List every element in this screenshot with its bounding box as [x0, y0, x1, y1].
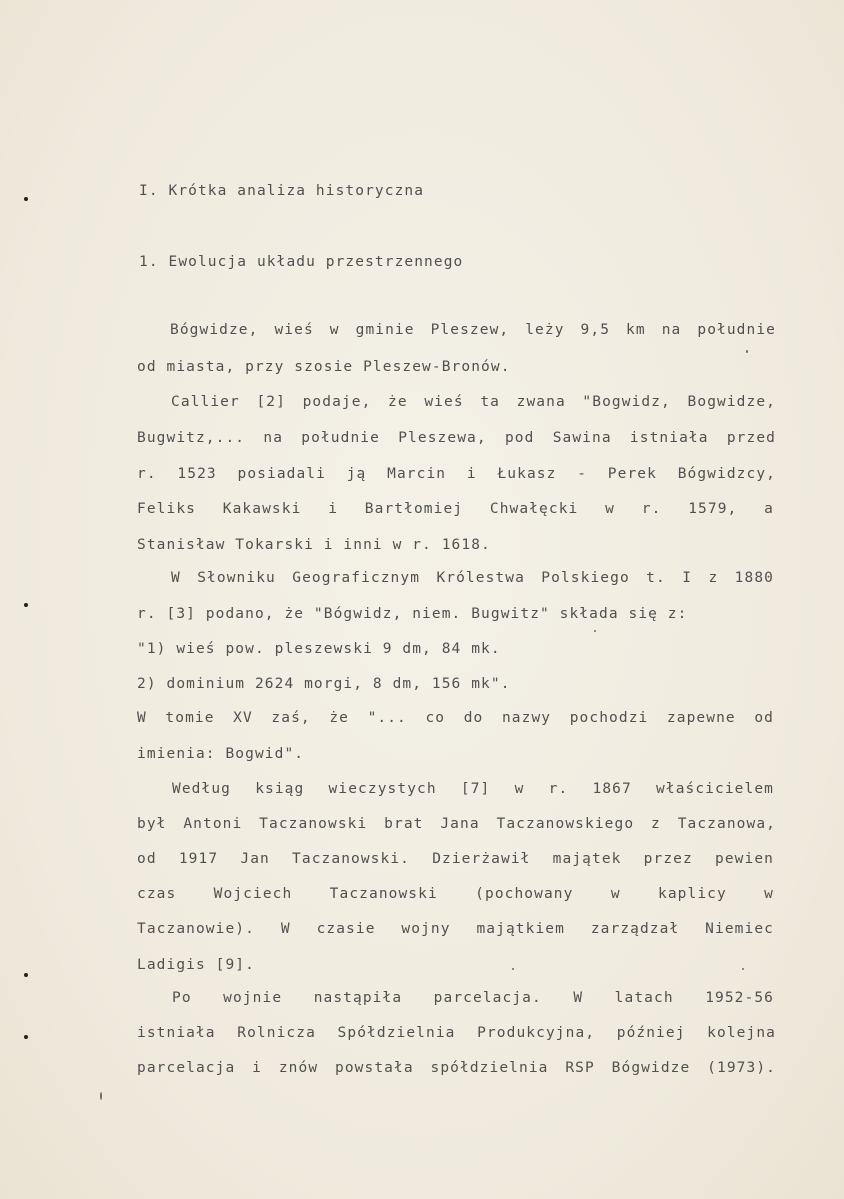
text-line: Po wojnie nastąpiła parcelacja. W latach 1952-56 — [172, 990, 774, 1006]
text-line: Ladigis [9]. — [137, 957, 255, 973]
text-line: był Antoni Taczanowski brat Jana Taczanowskiego z Taczanowa, — [137, 816, 776, 832]
punch-hole — [24, 1035, 28, 1039]
text-line: istniała Rolnicza Spółdzielnia Produkcyjna, później kolejna — [137, 1025, 776, 1041]
text-line: Callier [2] podaje, że wieś ta zwana "Bogwidz, Bogwidze, — [171, 394, 776, 410]
text-line: W tomie XV zaś, że "... co do nazwy pochodzi zapewne od — [137, 710, 774, 726]
punch-hole — [24, 973, 28, 977]
text-line: W Słowniku Geograficznym Królestwa Polskiego t. I z 1880 — [171, 570, 774, 586]
text-line: imienia: Bogwid". — [137, 746, 305, 762]
text-line: Stanisław Tokarski i inni w r. 1618. — [137, 537, 491, 553]
punch-hole — [24, 197, 28, 201]
text-line: od miasta, przy szosie Pleszew-Bronów. — [137, 359, 511, 375]
chapter-heading: I. Krótka analiza historyczna — [139, 183, 425, 199]
text-line: 2) dominium 2624 morgi, 8 dm, 156 mk". — [137, 676, 511, 692]
text-line: od 1917 Jan Taczanowski. Dzierżawił majątek przez pewien — [137, 851, 774, 867]
text-line: "1) wieś pow. pleszewski 9 dm, 84 mk. — [137, 641, 501, 657]
section-heading: 1. Ewolucja układu przestrzennego — [139, 254, 464, 270]
text-line: czas Wojciech Taczanowski (pochowany w kaplicy w — [137, 886, 774, 902]
text-line: Feliks Kakawski i Bartłomiej Chwałęcki w r. 1579, a — [137, 501, 774, 517]
punch-hole — [24, 603, 28, 607]
text-line: parcelacja i znów powstała spółdzielnia RSP Bógwidze (1973). — [137, 1060, 776, 1076]
text-line: Według ksiąg wieczystych [7] w r. 1867 właścicielem — [172, 781, 774, 797]
text-line: Bógwidze, wieś w gminie Pleszew, leży 9,5 km na południe — [170, 322, 776, 338]
text-line: Bugwitz,... na południe Pleszewa, pod Sawina istniała przed — [137, 430, 776, 446]
text-line: Taczanowie). W czasie wojny majątkiem zarządzał Niemiec — [137, 921, 774, 937]
text-line: r. 1523 posiadali ją Marcin i Łukasz - Perek Bógwidzcy, — [137, 466, 776, 482]
text-line: r. [3] podano, że "Bógwidz, niem. Bugwitz" składa się z: — [137, 606, 688, 622]
